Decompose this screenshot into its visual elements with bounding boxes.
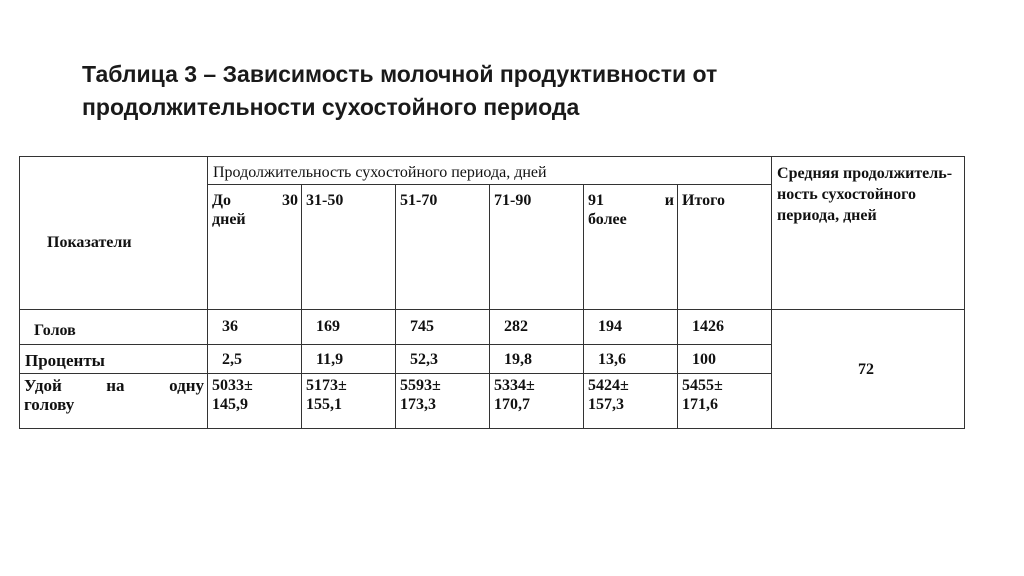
table-row: [20, 310, 965, 345]
cell-value-mean: 5455±: [682, 377, 723, 394]
cell-value: 1426: [692, 318, 724, 335]
column-header-cell: [490, 185, 584, 310]
column-header: Итого: [682, 192, 725, 209]
column-header-cell: [302, 185, 396, 310]
row-label-part: одну: [169, 376, 204, 395]
table-cell: [208, 345, 302, 374]
row-label-cell: [20, 345, 208, 374]
cell-value-error: 171,6: [682, 396, 718, 413]
row-label-cell: [20, 374, 208, 429]
header-row-group: [20, 157, 965, 185]
cell-value: 13,6: [598, 351, 626, 368]
avg-value: 72: [858, 360, 875, 378]
group-header: Продолжительность сухостойного периода, дней: [213, 164, 547, 181]
table-cell: [490, 310, 584, 345]
cell-value: 100: [692, 351, 716, 368]
cell-value: 36: [222, 318, 238, 335]
avg-header: Средняя продолжитель-ность сухостойного периода, дней: [777, 165, 953, 224]
table-cell: [396, 310, 490, 345]
column-header-part: более: [588, 211, 627, 228]
table-cell: [678, 374, 772, 429]
cell-value-error: 155,1: [306, 396, 342, 413]
table-cell: [208, 374, 302, 429]
indicators-header: Показатели: [47, 233, 132, 251]
page-title: [82, 58, 962, 124]
table-cell: [490, 374, 584, 429]
row-label-part: голову: [24, 395, 75, 414]
cell-value: 11,9: [316, 351, 344, 368]
column-header-part: До: [212, 192, 232, 209]
table-cell: [302, 345, 396, 374]
title-line-1: Таблица 3 – Зависимость молочной продуктивности от: [82, 61, 718, 87]
cell-value-mean: 5424±: [588, 377, 629, 394]
row-label-cell: [20, 310, 208, 345]
table-cell: [208, 310, 302, 345]
column-header: 31-50: [306, 192, 344, 209]
table-cell: [396, 345, 490, 374]
table-cell: [490, 345, 584, 374]
cell-value: 52,3: [410, 351, 438, 368]
cell-value-error: 145,9: [212, 396, 248, 413]
column-header-cell: [208, 185, 302, 310]
cell-value-error: 170,7: [494, 396, 530, 413]
table-cell: [584, 345, 678, 374]
column-header-part: 91: [588, 192, 604, 209]
cell-value: 19,8: [504, 351, 532, 368]
cell-value-mean: 5334±: [494, 377, 535, 394]
productivity-table: [19, 156, 965, 429]
cell-value: 194: [598, 318, 622, 335]
column-header-cell: [678, 185, 772, 310]
column-header-cell: [396, 185, 490, 310]
cell-value-error: 157,3: [588, 396, 624, 413]
cell-value: 2,5: [222, 351, 242, 368]
cell-value: 282: [504, 318, 528, 335]
column-header: 71-90: [494, 192, 532, 209]
column-header-part: дней: [212, 211, 246, 228]
row-label: Голов: [34, 322, 76, 339]
table-cell: [396, 374, 490, 429]
cell-value-error: 173,3: [400, 396, 436, 413]
avg-header-cell: [772, 157, 965, 310]
title-line-2: продолжительности сухостойного периода: [82, 94, 580, 120]
table-cell: [302, 310, 396, 345]
table-cell: [302, 374, 396, 429]
cell-value: 169: [316, 318, 340, 335]
cell-value-mean: 5593±: [400, 377, 441, 394]
column-header-cell: [584, 185, 678, 310]
indicators-header-cell: [20, 157, 208, 310]
table-cell: [584, 374, 678, 429]
row-label-part: Удой: [24, 376, 62, 395]
cell-value: 745: [410, 318, 434, 335]
group-header-cell: [208, 157, 772, 185]
table-cell: [678, 345, 772, 374]
row-label: Проценты: [25, 351, 105, 370]
table-cell: [678, 310, 772, 345]
column-header-part: и: [664, 192, 674, 209]
table-cell: [584, 310, 678, 345]
avg-value-cell: [772, 310, 965, 429]
cell-value-mean: 5033±: [212, 377, 253, 394]
cell-value-mean: 5173±: [306, 377, 347, 394]
row-label-part: на: [106, 376, 125, 395]
column-header-part: 30: [282, 192, 298, 209]
column-header: 51-70: [400, 192, 438, 209]
